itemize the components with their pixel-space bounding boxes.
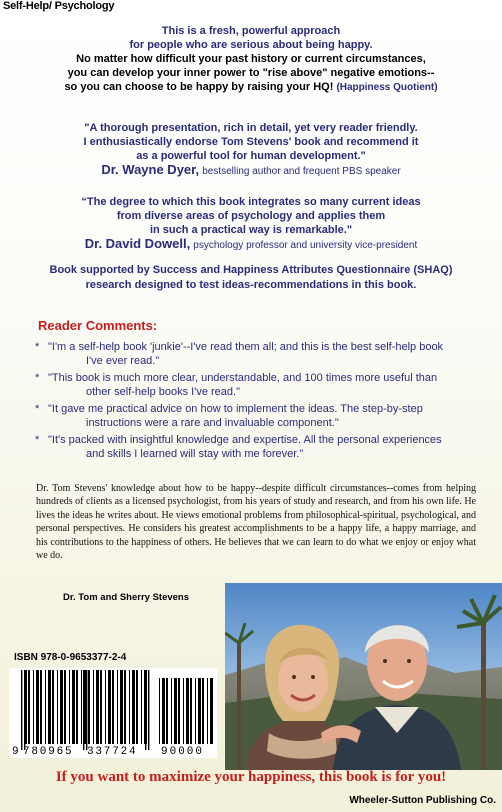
list-item: * "It gave me practical advice on how to implement the ideas. The step-by-step instructions were a rare and invaluable component." <box>35 402 485 430</box>
comment-line: "I'm a self-help book 'junkie'--I've read them all; and this is the best self-help book <box>48 341 444 353</box>
author-bio: Dr. Tom Stevens' knowledge about how to be happy--despite difficult circumstances--comes from helping hundreds of clients as a licensed psychologist, from his years of study and research, and from his own life. He lives the ideas he writes about. He views emotional problems from philosophical-spiritual, psychological, and personal perspectives. He considers his greatest accomplishments to be a happy life, a happy marriage, and his contributions to the happiness of others. He believes that we can learn to do what we enjoy or enjoy what we do. <box>36 483 476 562</box>
quote-attribution <box>0 237 502 253</box>
barcode-image <box>9 668 217 758</box>
quote-author: Dr. David Dowell, <box>84 236 191 251</box>
endorsement-quote-dowell <box>0 195 502 253</box>
barcode-digits-right: 337724 <box>87 746 138 758</box>
quote-line: I enthusiastically endorse Tom Stevens' book and recommend it <box>83 136 419 148</box>
quote-attribution <box>0 163 502 179</box>
intro-blurb <box>0 24 502 95</box>
comment-line: "It's packed with insightful knowledge and expertise. All the personal experiences <box>48 434 442 446</box>
author-photo <box>225 583 502 770</box>
isbn-number: ISBN 978-0-9653377-2-4 <box>14 652 127 663</box>
hq-note: (Happiness Quotient) <box>336 82 438 93</box>
quote-author-desc: bestselling author and frequent PBS speaker <box>202 166 401 177</box>
quote-line: in such a practical way is remarkable." <box>149 224 353 236</box>
research-support-note <box>0 263 502 293</box>
comment-line: other self-help books I've read." <box>86 386 240 398</box>
endorsement-quote-dyer <box>0 121 502 179</box>
comment-line: and skills I learned will stay with me forever." <box>86 448 304 460</box>
quote-author: Dr. Wayne Dyer, <box>101 162 200 177</box>
intro-line: for people who are serious about being happy. <box>129 39 373 51</box>
barcode <box>9 668 217 758</box>
comment-line: instructions were a rare and invaluable component." <box>86 417 339 429</box>
intro-line: This is a fresh, powerful approach <box>161 25 341 37</box>
barcode-prefix-digit: 9 <box>12 746 19 758</box>
quote-line: "A thorough presentation, rich in detail, yet very reader friendly. <box>84 122 418 134</box>
quote-author-desc: psychology professor and university vice-president <box>193 240 418 251</box>
quote-line: as a powerful tool for human development." <box>136 150 366 162</box>
support-line: Book supported by Success and Happiness Attributes Questionnaire (SHAQ) <box>49 264 453 276</box>
intro-line-text: so you can choose to be happy by raising your HQ! <box>64 81 334 93</box>
comment-line: I've ever read." <box>86 355 160 367</box>
category-label: Self-Help/ Psychology <box>3 0 115 12</box>
photo-caption: Dr. Tom and Sherry Stevens <box>63 592 190 603</box>
comment-line: "It gave me practical advice on how to implement the ideas. The step-by-step <box>48 403 423 415</box>
list-item: * "It's packed with insightful knowledge and expertise. All the personal experiences and skills I learned will stay with me forever." <box>35 433 485 461</box>
author-photo-illustration <box>225 583 502 770</box>
barcode-digits-left: 780965 <box>23 746 74 758</box>
publisher-name: Wheeler-Sutton Publishing Co. <box>349 795 496 806</box>
quote-line: “The degree to which this book integrates so many current ideas <box>81 196 421 208</box>
reader-comments-heading: Reader Comments: <box>38 318 158 333</box>
intro-line: No matter how difficult your past history or current circumstances, <box>76 53 426 65</box>
quote-line: from diverse areas of psychology and applies them <box>116 210 386 222</box>
comment-line: "This book is much more clear, understandable, and 100 times more useful than <box>48 372 438 384</box>
intro-line <box>0 80 502 95</box>
barcode-addon-digits: 90000 <box>161 746 205 758</box>
list-item: * "This book is much more clear, understandable, and 100 times more useful than other self-help books I've read." <box>35 371 485 399</box>
tagline: If you want to maximize your happiness, this book is for you! <box>55 769 447 785</box>
intro-line: you can develop your inner power to "rise above" negative emotions-- <box>67 67 435 79</box>
support-line: research designed to test ideas-recommendations in this book. <box>85 279 417 291</box>
list-item: * "I'm a self-help book 'junkie'--I've read them all; and this is the best self-help book I've ever read." <box>35 340 485 368</box>
reader-comments-list <box>35 340 485 464</box>
